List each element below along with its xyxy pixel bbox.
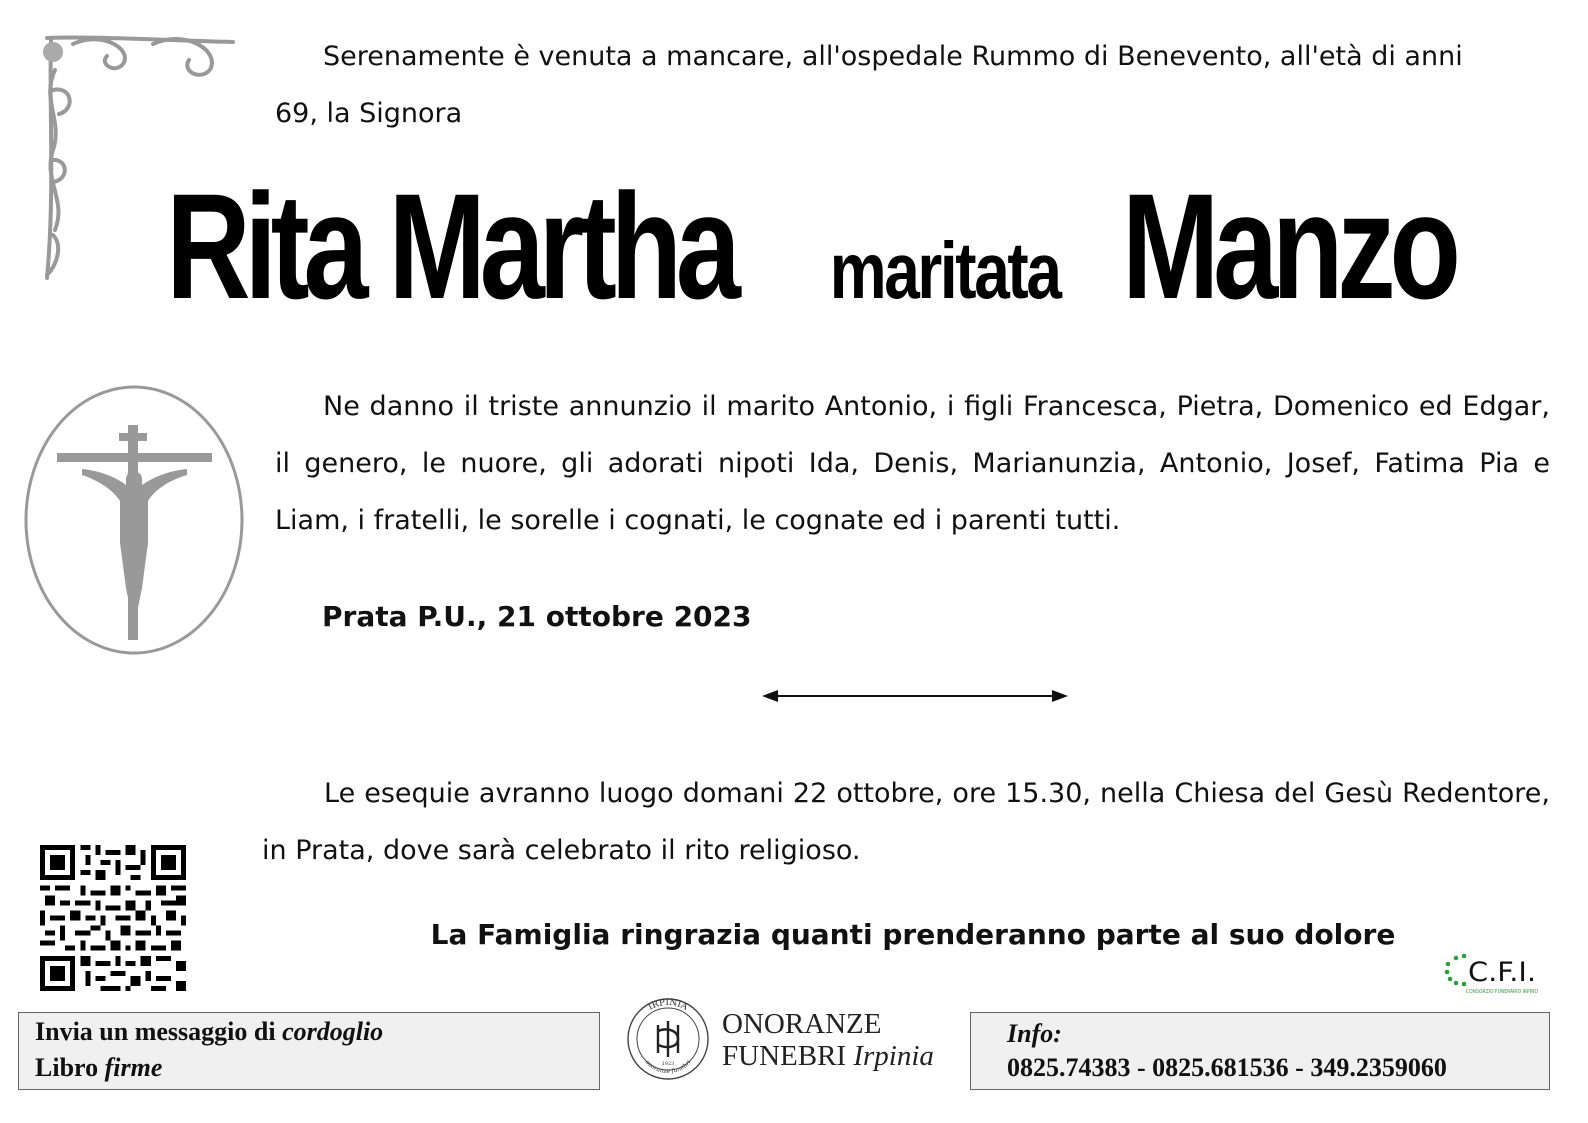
condolence-box[interactable] bbox=[18, 1012, 600, 1090]
brand-line-1: ONORANZE bbox=[722, 1008, 882, 1040]
funeral-paragraph bbox=[262, 765, 1550, 879]
announcement-paragraph bbox=[275, 378, 1550, 549]
place-date: Prata P.U., 21 ottobre 2023 bbox=[322, 600, 752, 633]
seal-top-text: IRPINIA bbox=[646, 997, 690, 1013]
crucifix-icon bbox=[22, 383, 247, 658]
seal-year: 1923 bbox=[661, 1061, 675, 1067]
announcement-text: Ne danno il triste annunzio il marito Antonio, i figli Francesca, Pietra, Domenico ed Edgar, il genero, le nuore, gli adorati nipoti Ida, Denis, Marianunzia, Antonio, Josef, Fatima Pia e Liam, i fratelli, le sorelle i cognati, le cognate ed i parenti tutti. bbox=[275, 391, 1550, 536]
intro-line-2: 69, la Signora bbox=[275, 98, 463, 129]
deceased-surname: Manzo bbox=[1122, 162, 1455, 330]
brand-seal-icon bbox=[618, 993, 718, 1085]
intro-line-1: Serenamente è venuta a mancare, all'ospedale Rummo di Benevento, all'età di anni bbox=[323, 41, 1463, 72]
double-arrow-divider-icon bbox=[760, 686, 1070, 706]
brand-name bbox=[722, 1008, 934, 1072]
intro-paragraph bbox=[275, 28, 1550, 142]
info-label: Info: bbox=[1007, 1019, 1062, 1048]
deceased-connector: maritata bbox=[830, 226, 1060, 315]
guestbook-link[interactable]: Libro firme bbox=[35, 1053, 163, 1082]
funeral-text: Le esequie avranno luogo domani 22 ottobre, ore 15.30, nella Chiesa del Gesù Redentore, in Prata, dove sarà celebrato il rito religioso. bbox=[262, 778, 1550, 866]
info-box bbox=[970, 1012, 1550, 1090]
seal-bottom-text: onoranze funebri bbox=[643, 1058, 693, 1076]
phone-numbers[interactable]: 0825.74383 - 0825.681536 - 349.2359060 bbox=[1007, 1053, 1447, 1082]
condolence-link[interactable]: Invia un messaggio di cordoglio bbox=[35, 1017, 384, 1046]
brand-line-2: FUNEBRI Irpinia bbox=[722, 1040, 934, 1072]
deceased-name bbox=[0, 160, 1588, 333]
cfi-logo-subtext: CONSORZIO FUNERARIO IRPINO bbox=[1466, 989, 1539, 995]
svg-text:IRPINIA bbox=[647, 998, 690, 1013]
cfi-logo-icon bbox=[1442, 950, 1542, 998]
deceased-first-names: Rita Martha bbox=[166, 162, 735, 330]
cfi-logo-text: C.F.I. bbox=[1468, 957, 1536, 988]
thanks-line: La Famiglia ringrazia quanti prenderanno parte al suo dolore bbox=[430, 918, 1396, 951]
